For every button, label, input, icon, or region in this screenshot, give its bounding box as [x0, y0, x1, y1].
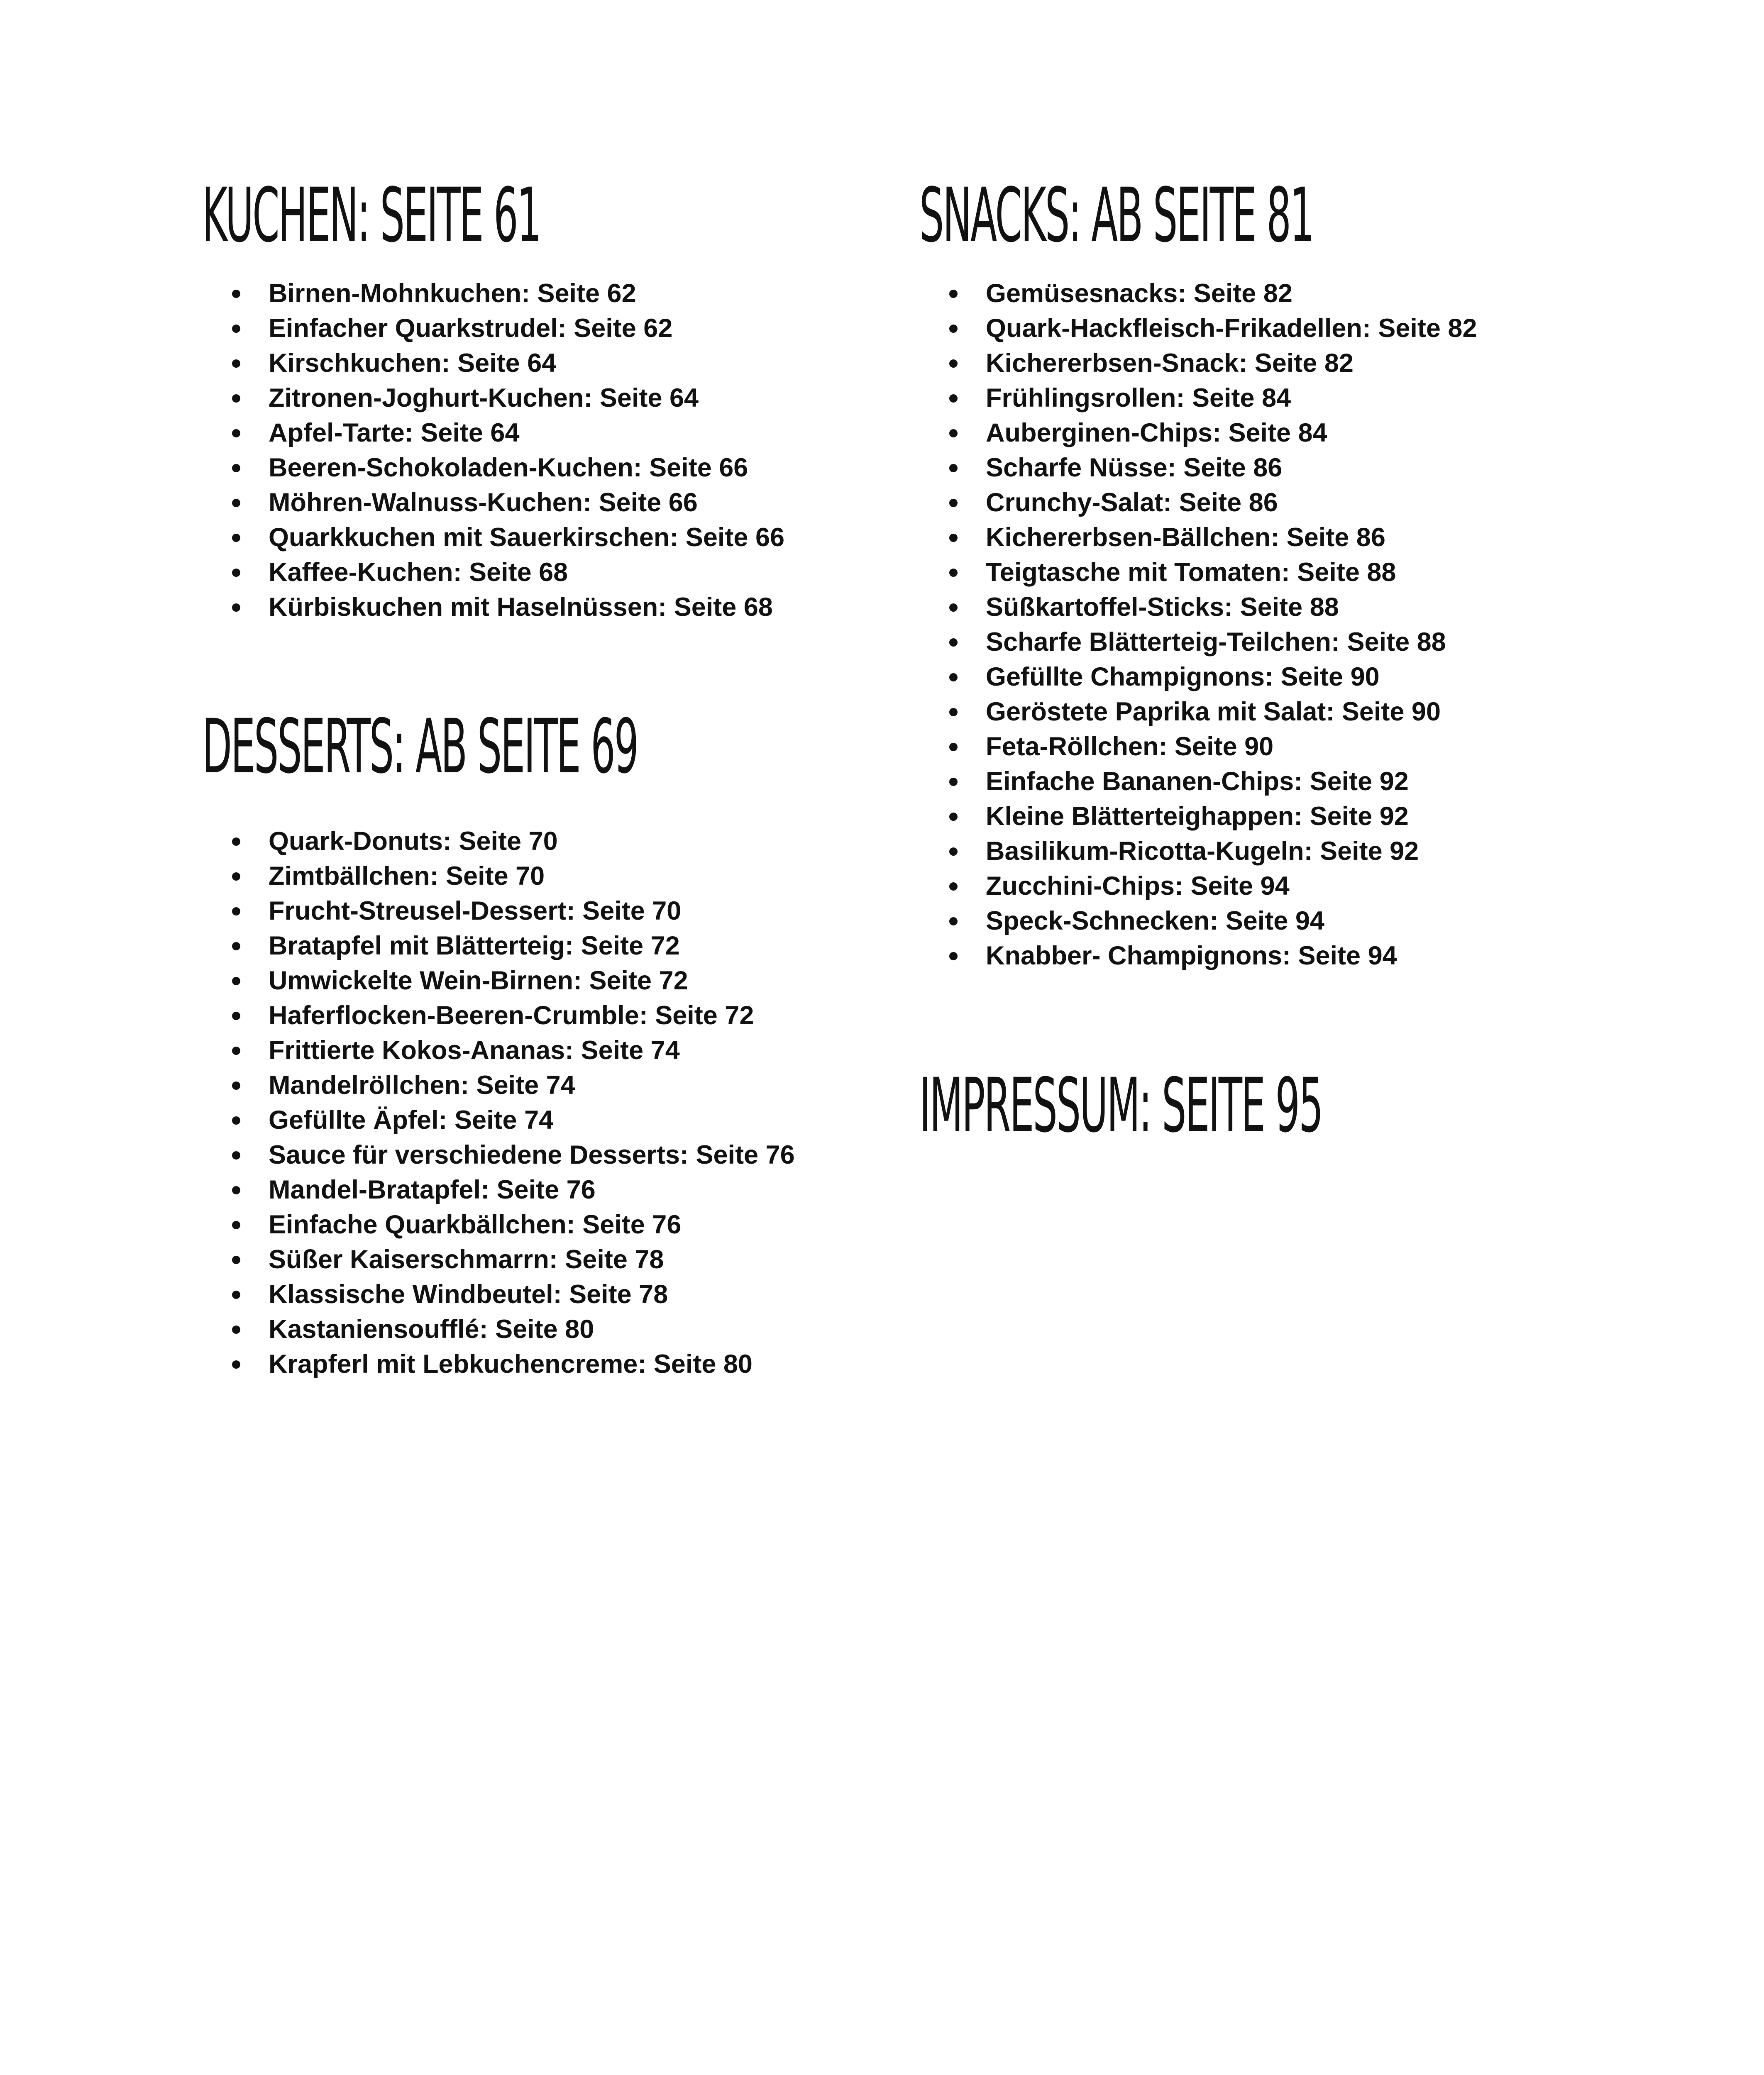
bullet-icon: [232, 325, 240, 333]
list-item-text: Basilikum-Ricotta-Kugeln: Seite 92: [986, 837, 1419, 866]
bullet-icon: [949, 359, 958, 368]
list-item: [202, 1242, 795, 1277]
bullet-icon: [232, 569, 240, 577]
list-item: [202, 590, 784, 625]
list-item-text: Quarkkuchen mit Sauerkirschen: Seite 66: [269, 523, 785, 552]
list-item: [202, 346, 784, 381]
section-heading-kuchen: KUCHEN: SEITE 61: [202, 172, 540, 259]
bullet-icon: [949, 325, 958, 333]
list-item-text: Sauce für verschiedene Desserts: Seite 76: [269, 1140, 795, 1169]
list-item-text: Gefüllte Äpfel: Seite 74: [269, 1106, 554, 1135]
list-item: [919, 590, 1477, 625]
section-heading-desserts: DESSERTS: AB SEITE 69: [202, 703, 638, 790]
bullet-icon: [232, 907, 240, 915]
section-heading-snacks: SNACKS: AB SEITE 81: [919, 172, 1314, 259]
list-item-text: Geröstete Paprika mit Salat: Seite 90: [986, 697, 1441, 726]
section-impressum: [919, 1064, 1708, 1147]
list-item: [919, 555, 1477, 590]
list-item: [202, 311, 784, 346]
list-item-text: Scharfe Blätterteig-Teilchen: Seite 88: [986, 627, 1446, 657]
bullet-icon: [232, 499, 240, 507]
list-item: [919, 625, 1477, 659]
list-item: [919, 381, 1477, 415]
list-item-text: Einfache Quarkbällchen: Seite 76: [269, 1210, 682, 1239]
list-item-text: Mandel-Bratapfel: Seite 76: [269, 1175, 596, 1204]
list-item: [202, 998, 795, 1033]
list-item-text: Kastaniensoufflé: Seite 80: [269, 1315, 594, 1344]
bullet-icon: [232, 429, 240, 437]
list-item: [202, 1103, 795, 1138]
bullet-icon: [232, 977, 240, 985]
list-item: [202, 824, 795, 859]
list-item: [919, 903, 1477, 938]
list-item-text: Beeren-Schokoladen-Kuchen: Seite 66: [269, 453, 748, 482]
list-item: [919, 659, 1477, 694]
list-item-text: Quark-Hackfleisch-Frikadellen: Seite 82: [986, 314, 1477, 343]
recipe-list-kuchen: [202, 276, 784, 625]
bullet-icon: [232, 464, 240, 472]
list-item: [202, 415, 784, 450]
list-item-text: Kürbiskuchen mit Haselnüssen: Seite 68: [269, 593, 773, 622]
list-item-text: Einfacher Quarkstrudel: Seite 62: [269, 314, 673, 343]
list-item-text: Kaffee-Kuchen: Seite 68: [269, 558, 568, 587]
list-item: [919, 450, 1477, 485]
list-item: [919, 485, 1477, 520]
bullet-icon: [232, 1326, 240, 1334]
bullet-icon: [232, 603, 240, 612]
section-heading-impressum: IMPRESSUM: SEITE 95: [919, 1062, 1322, 1149]
bullet-icon: [949, 847, 958, 856]
list-item-text: Quark-Donuts: Seite 70: [269, 827, 558, 856]
list-item-text: Bratapfel mit Blätterteig: Seite 72: [269, 931, 680, 960]
list-item: [919, 834, 1477, 869]
bullet-icon: [949, 290, 958, 298]
bullet-icon: [949, 429, 958, 437]
list-item: [202, 1347, 795, 1382]
list-item-text: Mandelröllchen: Seite 74: [269, 1071, 575, 1100]
bullet-icon: [232, 1256, 240, 1264]
bullet-icon: [232, 1360, 240, 1369]
bullet-icon: [949, 638, 958, 647]
list-item: [919, 520, 1477, 555]
list-item: [919, 938, 1477, 973]
list-item-text: Frittierte Kokos-Ananas: Seite 74: [269, 1036, 680, 1065]
bullet-icon: [949, 464, 958, 472]
bullet-icon: [232, 290, 240, 298]
bullet-icon: [232, 1012, 240, 1020]
list-item: [202, 520, 784, 555]
bullet-icon: [949, 708, 958, 716]
list-item: [919, 869, 1477, 903]
list-item: [919, 694, 1477, 729]
bullet-icon: [949, 673, 958, 681]
list-item: [919, 729, 1477, 764]
list-item-text: Möhren-Walnuss-Kuchen: Seite 66: [269, 488, 698, 517]
list-item: [202, 450, 784, 485]
bullet-icon: [232, 1291, 240, 1299]
list-item-text: Haferflocken-Beeren-Crumble: Seite 72: [269, 1001, 754, 1030]
list-item-text: Speck-Schnecken: Seite 94: [986, 906, 1324, 935]
bullet-icon: [949, 394, 958, 403]
bullet-icon: [949, 569, 958, 577]
bullet-icon: [232, 534, 240, 542]
list-item: [919, 276, 1477, 311]
list-item-text: Kichererbsen-Bällchen: Seite 86: [986, 523, 1385, 552]
bullet-icon: [232, 872, 240, 881]
list-item-text: Einfache Bananen-Chips: Seite 92: [986, 767, 1409, 796]
list-item: [919, 764, 1477, 799]
list-item: [202, 859, 795, 893]
list-item-text: Crunchy-Salat: Seite 86: [986, 488, 1278, 517]
bullet-icon: [232, 1186, 240, 1194]
list-item: [919, 415, 1477, 450]
bullet-icon: [232, 837, 240, 846]
list-item-text: Gemüsesnacks: Seite 82: [986, 279, 1292, 308]
bullet-icon: [232, 359, 240, 368]
section-kuchen: [202, 172, 875, 622]
list-item-text: Frühlingsrollen: Seite 84: [986, 383, 1291, 413]
list-item: [202, 1138, 795, 1172]
section-snacks: [919, 172, 1708, 970]
list-item: [202, 555, 784, 590]
list-item-text: Frucht-Streusel-Dessert: Seite 70: [269, 896, 682, 925]
list-item-text: Scharfe Nüsse: Seite 86: [986, 453, 1283, 482]
list-item: [202, 1207, 795, 1242]
list-item-text: Zimtbällchen: Seite 70: [269, 862, 545, 891]
list-item-text: Zucchini-Chips: Seite 94: [986, 872, 1290, 901]
bullet-icon: [949, 499, 958, 507]
list-item: [202, 893, 795, 928]
bullet-icon: [949, 778, 958, 786]
list-item: [202, 1068, 795, 1103]
list-item: [202, 381, 784, 415]
list-item-text: Auberginen-Chips: Seite 84: [986, 418, 1327, 447]
list-item-text: Apfel-Tarte: Seite 64: [269, 418, 520, 447]
bullet-icon: [232, 1081, 240, 1090]
list-item-text: Kichererbsen-Snack: Seite 82: [986, 349, 1354, 378]
list-item-text: Klassische Windbeutel: Seite 78: [269, 1280, 668, 1309]
list-item: [202, 1033, 795, 1068]
bullet-icon: [232, 1151, 240, 1160]
bullet-icon: [232, 942, 240, 950]
list-item-text: Zitronen-Joghurt-Kuchen: Seite 64: [269, 383, 699, 413]
list-item-text: Birnen-Mohnkuchen: Seite 62: [269, 279, 636, 308]
list-item-text: Süßer Kaiserschmarrn: Seite 78: [269, 1245, 664, 1274]
list-item-text: Knabber- Champignons: Seite 94: [986, 941, 1397, 970]
list-item-text: Krapferl mit Lebkuchencreme: Seite 80: [269, 1350, 753, 1379]
list-item: [919, 311, 1477, 346]
bullet-icon: [949, 813, 958, 821]
section-desserts: [202, 703, 875, 1379]
list-item-text: Feta-Röllchen: Seite 90: [986, 732, 1274, 761]
list-item-text: Süßkartoffel-Sticks: Seite 88: [986, 593, 1339, 622]
recipe-list-snacks: [919, 276, 1477, 973]
bullet-icon: [232, 1116, 240, 1125]
list-item: [202, 928, 795, 963]
list-item-text: Kirschkuchen: Seite 64: [269, 349, 557, 378]
recipe-list-desserts: [202, 824, 795, 1382]
bullet-icon: [949, 743, 958, 751]
bullet-icon: [232, 1047, 240, 1055]
list-item-text: Umwickelte Wein-Birnen: Seite 72: [269, 966, 688, 995]
bullet-icon: [949, 952, 958, 960]
list-item-text: Gefüllte Champignons: Seite 90: [986, 662, 1380, 691]
list-item: [202, 276, 784, 311]
bullet-icon: [949, 534, 958, 542]
list-item: [202, 1172, 795, 1207]
bullet-icon: [949, 603, 958, 612]
bullet-icon: [949, 882, 958, 891]
list-item-text: Kleine Blätterteighappen: Seite 92: [986, 802, 1409, 831]
list-item: [202, 1312, 795, 1347]
list-item: [202, 1277, 795, 1312]
list-item: [202, 485, 784, 520]
bullet-icon: [232, 394, 240, 403]
bullet-icon: [949, 917, 958, 925]
list-item-text: Teigtasche mit Tomaten: Seite 88: [986, 558, 1396, 587]
bullet-icon: [232, 1221, 240, 1229]
list-item: [919, 346, 1477, 381]
list-item: [202, 963, 795, 998]
list-item: [919, 799, 1477, 834]
